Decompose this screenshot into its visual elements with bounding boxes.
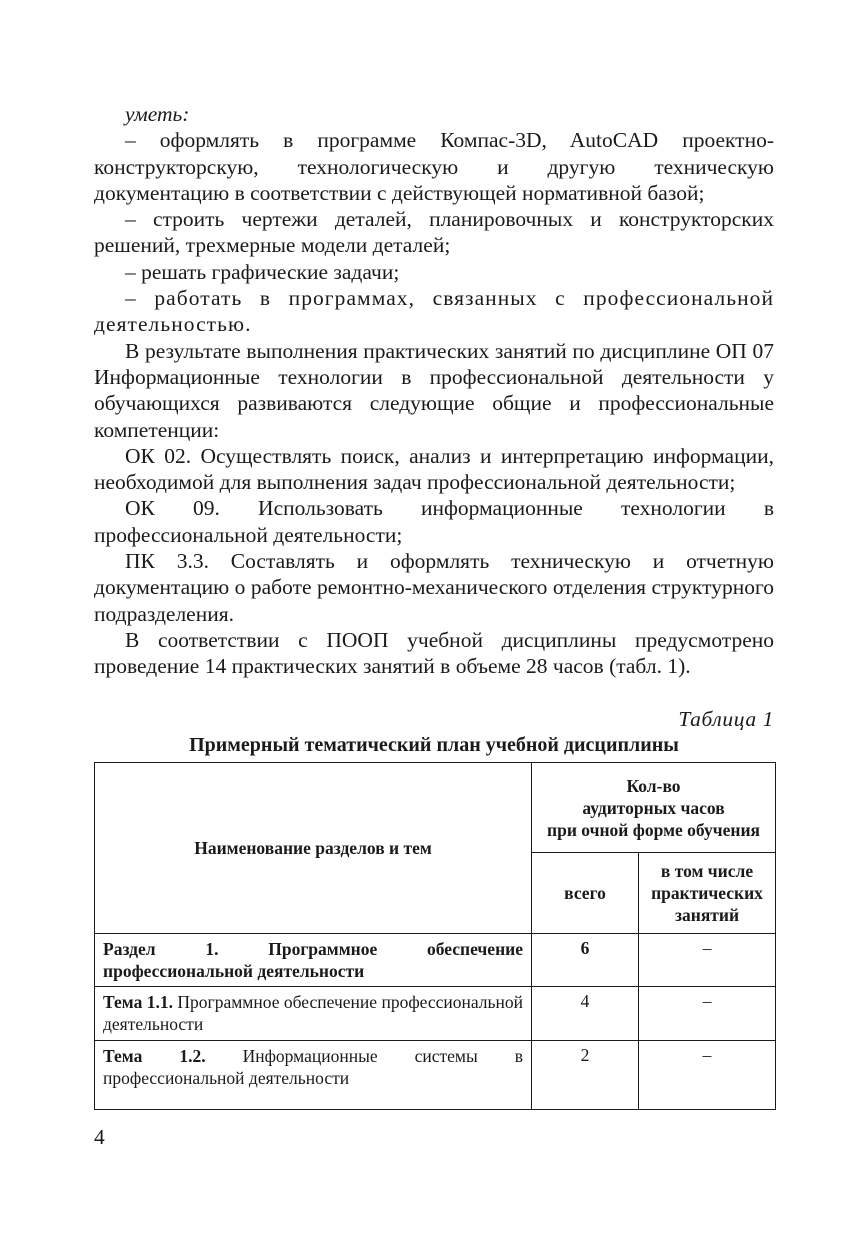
paragraph-skill-2: – строить чертежи деталей, планировочных и конструкторских решений, трехмерные модели деталей; <box>94 207 774 258</box>
row-name: Тема 1.2. Информационные системы в профессиональной деятельности <box>95 1041 532 1110</box>
paragraph-skill-1: – оформлять в программе Компас-3D, AutoCAD проектно-конструкторскую, технологическую и другую техническую документацию в соответствии с действующей нормативной базой; <box>94 128 774 205</box>
thematic-plan-table <box>94 762 776 1110</box>
header-total: всего <box>532 853 639 934</box>
table-row <box>95 987 776 1041</box>
row-practical: – <box>639 987 776 1041</box>
row-practical: – <box>639 934 776 987</box>
row-total: 4 <box>532 987 639 1041</box>
header-practical: в том числе практических занятий <box>639 853 776 934</box>
table-header-row <box>95 763 776 853</box>
table-row <box>95 934 776 987</box>
row-total: 6 <box>532 934 639 987</box>
table-caption: Таблица 1 <box>678 707 774 731</box>
body-text <box>94 101 774 680</box>
paragraph-competencies-intro: В результате выполнения практических занятий по дисциплине ОП 07 Информационные технологии в профессиональной деятельности у обучающихся развиваются следующие общие и профессиональные компетенции: <box>94 338 774 442</box>
paragraph-skill-3: – решать графические задачи; <box>125 259 400 284</box>
paragraph-ok-02: ОК 02. Осуществлять поиск, анализ и интерпретацию информации, необходимой для выполнения задач профессиональной деятельности; <box>94 443 774 495</box>
paragraph-pk-3-3: ПК 3.3. Составлять и оформлять техническую и отчетную документацию о работе ремонтно-механического отделения структурного подразделения. <box>94 549 774 626</box>
paragraph-practical-count: В соответствии с ПООП учебной дисциплины предусмотрено проведение 14 практических занятий в объеме 28 часов (табл. 1). <box>94 627 774 679</box>
table-row <box>95 1041 776 1110</box>
header-sections-and-topics: Наименование разделов и тем <box>95 763 532 934</box>
page-number: 4 <box>94 1125 105 1149</box>
paragraph-skill-4: – работать в программах, связанных с профессиональной деятельностью. <box>94 286 774 337</box>
row-practical: – <box>639 1041 776 1110</box>
row-name: Раздел 1. Программное обеспечение профессиональной деятельности <box>95 934 532 987</box>
paragraph-skills-heading: уметь: <box>125 102 190 126</box>
header-hours: Кол-во аудиторных часов при очной форме обучения <box>532 763 776 853</box>
table-title: Примерный тематический план учебной дисциплины <box>189 734 679 756</box>
row-name: Тема 1.1. Программное обеспечение профессиональной деятельности <box>95 987 532 1041</box>
paragraph-ok-09: ОК 09. Использовать информационные технологии в профессиональной деятельности; <box>94 496 774 547</box>
row-total: 2 <box>532 1041 639 1110</box>
